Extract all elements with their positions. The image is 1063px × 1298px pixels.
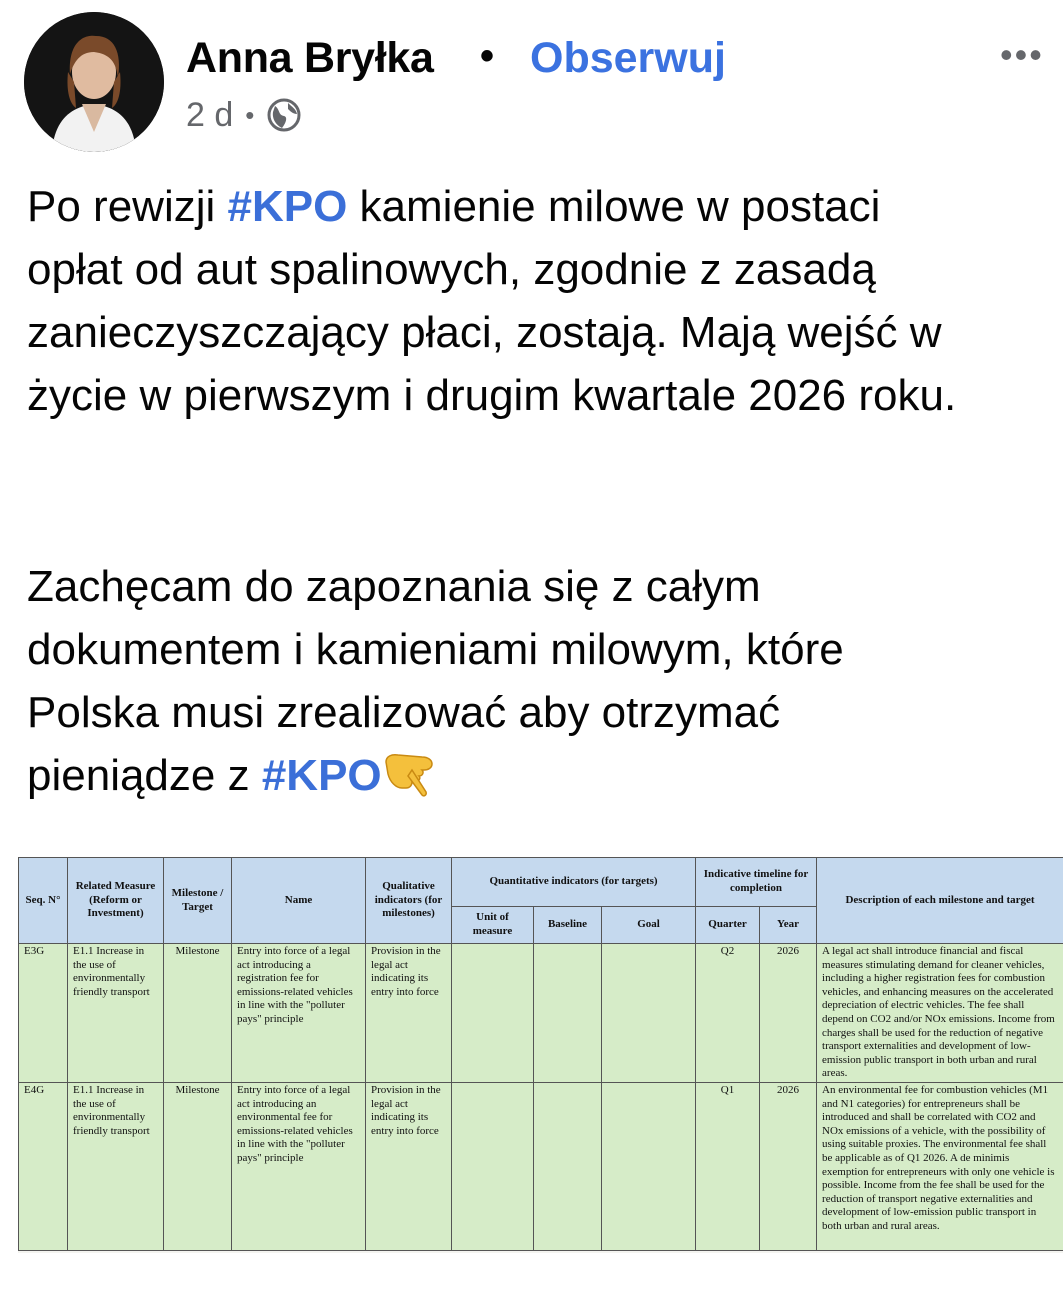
more-options-icon[interactable]: ••• [1000,34,1044,75]
cell-related-measure: E1.1 Increase in the use of environmentally friendly transport [68,1083,164,1251]
header-timeline: Indicative timeline for completion [696,858,817,907]
header-description: Description of each milestone and target [817,858,1063,944]
paragraph-1-text-b: kamienie milowe w postaci opłat od aut spalinowych, zgodnie z zasadą zanieczyszczający płaci, zostają. Mają wejść w życie w pierwszym i drugim kwartale 2026 roku. [27,182,957,420]
table-header-row [19,858,1063,907]
post-paragraph-2 [27,555,1057,807]
header-quantitative: Quantitative indicators (for targets) [452,858,696,907]
cell-baseline [534,1083,602,1251]
globe-icon[interactable] [266,97,302,133]
cell-type: Milestone [164,1083,232,1251]
cell-name: Entry into force of a legal act introducing a registration fee for emissions-related vehicles in line with the "polluter pays" principle [232,944,366,1083]
header-quarter: Quarter [696,907,760,944]
cell-unit [452,1083,534,1251]
cell-name: Entry into force of a legal act introducing an environmental fee for emissions-related vehicles in line with the "polluter pays" principle [232,1083,366,1251]
cell-description: An environmental fee for combustion vehicles (M1 and N1 categories) for entrepreneurs shall be introduced and shall be correlated with CO2 and NOx emissions of a vehicle, with the possibility of using suitable proxies. The environmental fee shall be applicable as of Q1 2026. A de minimis exemption for entrepreneurs with only one vehicle is possible. Income from the fee shall be used for the reduction of transport negative externalities and development of low-emission public transport in both urban and rural areas. [817,1083,1063,1251]
author-name[interactable]: Anna Bryłka [186,34,434,82]
follow-button[interactable]: Obserwuj [530,34,726,82]
post-time[interactable]: 2 d [186,95,234,134]
cell-seq: E4G [19,1083,68,1251]
cell-goal [602,1083,696,1251]
cell-goal [602,944,696,1083]
header-name: Name [232,858,366,944]
header-year: Year [760,907,817,944]
table-row [19,944,1063,1083]
avatar-photo [24,12,164,152]
header-qualitative: Qualitative indicators (for milestones) [366,858,452,944]
cell-type: Milestone [164,944,232,1083]
header-baseline: Baseline [534,907,602,944]
header-related-measure: Related Measure (Reform or Investment) [68,858,164,944]
cell-qualitative: Provision in the legal act indicating its entry into force [366,944,452,1083]
cell-unit [452,944,534,1083]
author-avatar[interactable] [24,12,164,152]
hashtag-kpo[interactable]: #KPO [261,751,382,800]
meta-separator: • [245,99,255,130]
post-header [0,0,1063,160]
cell-description: A legal act shall introduce financial and fiscal measures stimulating demand for cleaner vehicles, including a higher registration fees for combustion vehicles, and enhancing measures on the accelerated depreciation of electric vehicles. The fee shall depend on CO2 and/or NOx emissions. Income from charges shall be used for the reduction of negative transport externalities and development of low-emission public transport in both urban and rural areas. [817,944,1063,1083]
cell-qualitative: Provision in the legal act indicating its entry into force [366,1083,452,1251]
hashtag-kpo[interactable]: #KPO [227,182,348,231]
cell-quarter: Q1 [696,1083,760,1251]
cell-related-measure: E1.1 Increase in the use of environmentally friendly transport [68,944,164,1083]
paragraph-1-text-a: Po rewizji [27,182,228,231]
paragraph-2-text-a: Zachęcam do zapoznania się z całym dokumentem i kamieniami milowym, które Polska musi zrealizować aby otrzymać pieniądze z [27,562,844,800]
cell-quarter: Q2 [696,944,760,1083]
milestone-table-image [18,857,1063,1253]
milestone-table [18,857,1063,1251]
header-seq: Seq. N° [19,858,68,944]
header-milestone-target: Milestone / Target [164,858,232,944]
header-goal: Goal [602,907,696,944]
cell-baseline [534,944,602,1083]
cell-year: 2026 [760,1083,817,1251]
backhand-index-pointing-down-emoji [382,748,438,798]
post-meta [186,95,302,135]
post-paragraph-1 [27,175,1057,427]
table-row [19,1083,1063,1251]
header-unit: Unit of measure [452,907,534,944]
cell-seq: E3G [19,944,68,1083]
header-separator: • [480,34,495,78]
cell-year: 2026 [760,944,817,1083]
